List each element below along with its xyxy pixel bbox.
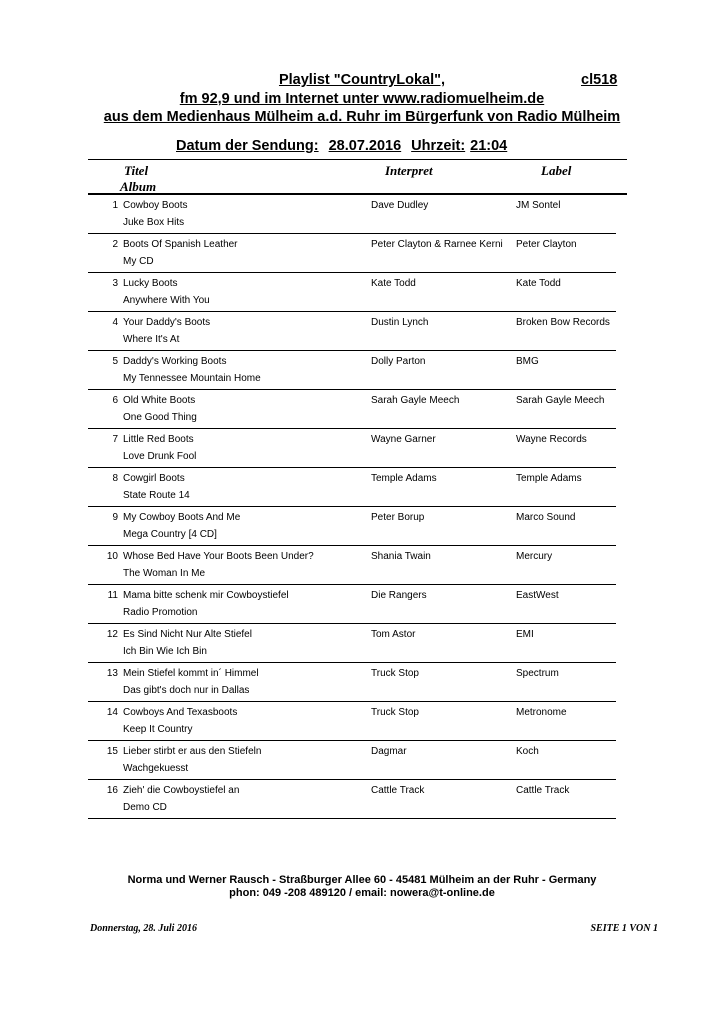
column-header-album: Album (120, 179, 157, 194)
table-row (88, 702, 616, 741)
track-label: EMI (516, 629, 534, 640)
track-album: State Route 14 (123, 490, 190, 501)
date-label: Datum der Sendung: (176, 138, 319, 154)
track-label: Cattle Track (516, 785, 570, 796)
track-title: Boots Of Spanish Leather (123, 239, 238, 250)
footer-date: Donnerstag, 28. Juli 2016 (90, 923, 197, 934)
track-album: Love Drunk Fool (123, 451, 197, 462)
track-artist: Peter Clayton & Rarnee Kerni (371, 239, 503, 250)
track-title: Mein Stiefel kommt in´ Himmel (123, 668, 259, 679)
track-title: Old White Boots (123, 395, 196, 406)
column-header-title: Titel (124, 163, 149, 178)
track-title: Lucky Boots (123, 278, 178, 289)
track-number: 13 (106, 668, 118, 679)
track-album: Demo CD (123, 802, 167, 813)
table-row (88, 663, 616, 702)
track-label: Koch (516, 746, 539, 757)
track-label: Spectrum (516, 668, 559, 679)
track-album: My CD (123, 256, 154, 267)
track-label: JM Sontel (516, 200, 561, 211)
track-label: Mercury (516, 551, 553, 562)
broadcast-time: 21:04 (470, 138, 508, 154)
track-number: 5 (112, 356, 118, 367)
track-label: Temple Adams (516, 473, 582, 484)
table-row (88, 312, 616, 351)
track-artist: Dustin Lynch (371, 317, 429, 328)
table-row (88, 585, 616, 624)
playlist-code: cl518 (581, 72, 618, 88)
track-number: 10 (106, 551, 118, 562)
table-row (88, 195, 616, 234)
track-album: Where It's At (123, 334, 180, 345)
track-title: My Cowboy Boots And Me (123, 512, 241, 523)
track-title: Zieh' die Cowboystiefel an (123, 785, 240, 796)
track-label: Metronome (516, 707, 567, 718)
track-title: Daddy's Working Boots (123, 356, 227, 367)
table-row (88, 507, 616, 546)
studio-line: aus dem Medienhaus Mülheim a.d. Ruhr im Bürgerfunk von Radio Mülheim (103, 109, 621, 125)
track-number: 11 (107, 590, 118, 601)
track-number: 3 (112, 278, 118, 289)
track-artist: Dave Dudley (371, 200, 429, 211)
track-number: 2 (112, 239, 118, 250)
track-label: Sarah Gayle Meech (516, 395, 605, 406)
table-row (88, 390, 616, 429)
station-line: fm 92,9 und im Internet unter www.radiomuelheim.de (179, 91, 545, 107)
track-album: Anywhere With You (123, 295, 210, 306)
track-artist: Dagmar (371, 746, 407, 757)
track-number: 4 (112, 317, 118, 328)
track-number: 7 (112, 434, 118, 445)
track-album: Radio Promotion (123, 607, 198, 618)
column-header-label: Label (541, 163, 572, 178)
table-row (88, 741, 616, 780)
table-row (88, 234, 616, 273)
track-number: 8 (112, 473, 118, 484)
track-title: Mama bitte schenk mir Cowboystiefel (123, 590, 289, 601)
broadcast-date: 28.07.2016 (328, 138, 402, 154)
track-label: EastWest (516, 590, 559, 601)
track-title: Little Red Boots (123, 434, 194, 445)
track-artist: Shania Twain (371, 551, 431, 562)
track-artist: Sarah Gayle Meech (371, 395, 460, 406)
track-album: Mega Country [4 CD] (123, 529, 217, 540)
track-title: Whose Bed Have Your Boots Been Under? (123, 551, 314, 562)
track-artist: Kate Todd (371, 278, 416, 289)
track-album: Keep It Country (123, 724, 193, 735)
track-album: Ich Bin Wie Ich Bin (123, 646, 207, 657)
table-row (88, 468, 616, 507)
table-row (88, 351, 616, 390)
track-artist: Peter Borup (371, 512, 425, 523)
track-label: Marco Sound (516, 512, 576, 523)
column-header-artist: Interpret (385, 163, 433, 178)
track-title: Lieber stirbt er aus den Stiefeln (123, 746, 262, 757)
track-number: 16 (106, 785, 118, 796)
track-number: 1 (112, 200, 118, 211)
table-row (88, 780, 616, 819)
track-album: Wachgekuesst (123, 763, 189, 774)
track-artist: Truck Stop (371, 668, 419, 679)
playlist-title: Playlist "CountryLokal", (278, 72, 446, 88)
track-title: Your Daddy's Boots (123, 317, 211, 328)
track-title: Cowgirl Boots (123, 473, 185, 484)
track-number: 6 (112, 395, 118, 406)
table-row (88, 624, 616, 663)
time-label: Uhrzeit: (411, 138, 466, 154)
track-label: BMG (516, 356, 539, 367)
track-album: One Good Thing (123, 412, 197, 423)
table-row (88, 546, 616, 585)
track-artist: Tom Astor (371, 629, 416, 640)
track-title: Cowboys And Texasboots (123, 707, 238, 718)
track-artist: Cattle Track (371, 785, 425, 796)
track-artist: Die Rangers (371, 590, 427, 601)
track-title: Cowboy Boots (123, 200, 188, 211)
track-album: My Tennessee Mountain Home (123, 373, 261, 384)
page-number: SEITE 1 VON 1 (590, 923, 658, 934)
track-number: 12 (106, 629, 118, 640)
table-row (88, 429, 616, 468)
track-album: Das gibt's doch nur in Dallas (123, 685, 250, 696)
track-title: Es Sind Nicht Nur Alte Stiefel (123, 629, 252, 640)
track-artist: Temple Adams (371, 473, 437, 484)
track-artist: Truck Stop (371, 707, 419, 718)
track-artist: Dolly Parton (371, 356, 426, 367)
track-label: Kate Todd (516, 278, 561, 289)
table-top-rule (88, 159, 627, 160)
track-album: Juke Box Hits (123, 217, 185, 228)
track-album: The Woman In Me (123, 568, 206, 579)
track-label: Wayne Records (516, 434, 587, 445)
footer-contact: phon: 049 -208 489120 / email: nowera@t-online.de (229, 887, 495, 899)
track-number: 9 (112, 512, 118, 523)
track-label: Broken Bow Records (516, 317, 610, 328)
track-number: 14 (106, 707, 118, 718)
broadcast-info (176, 138, 507, 154)
track-label: Peter Clayton (516, 239, 577, 250)
footer-address: Norma und Werner Rausch - Straßburger Allee 60 - 45481 Mülheim an der Ruhr - Germany (127, 874, 597, 886)
track-number: 15 (106, 746, 118, 757)
track-artist: Wayne Garner (371, 434, 436, 445)
table-row (88, 273, 616, 312)
playlist-table (88, 195, 616, 819)
